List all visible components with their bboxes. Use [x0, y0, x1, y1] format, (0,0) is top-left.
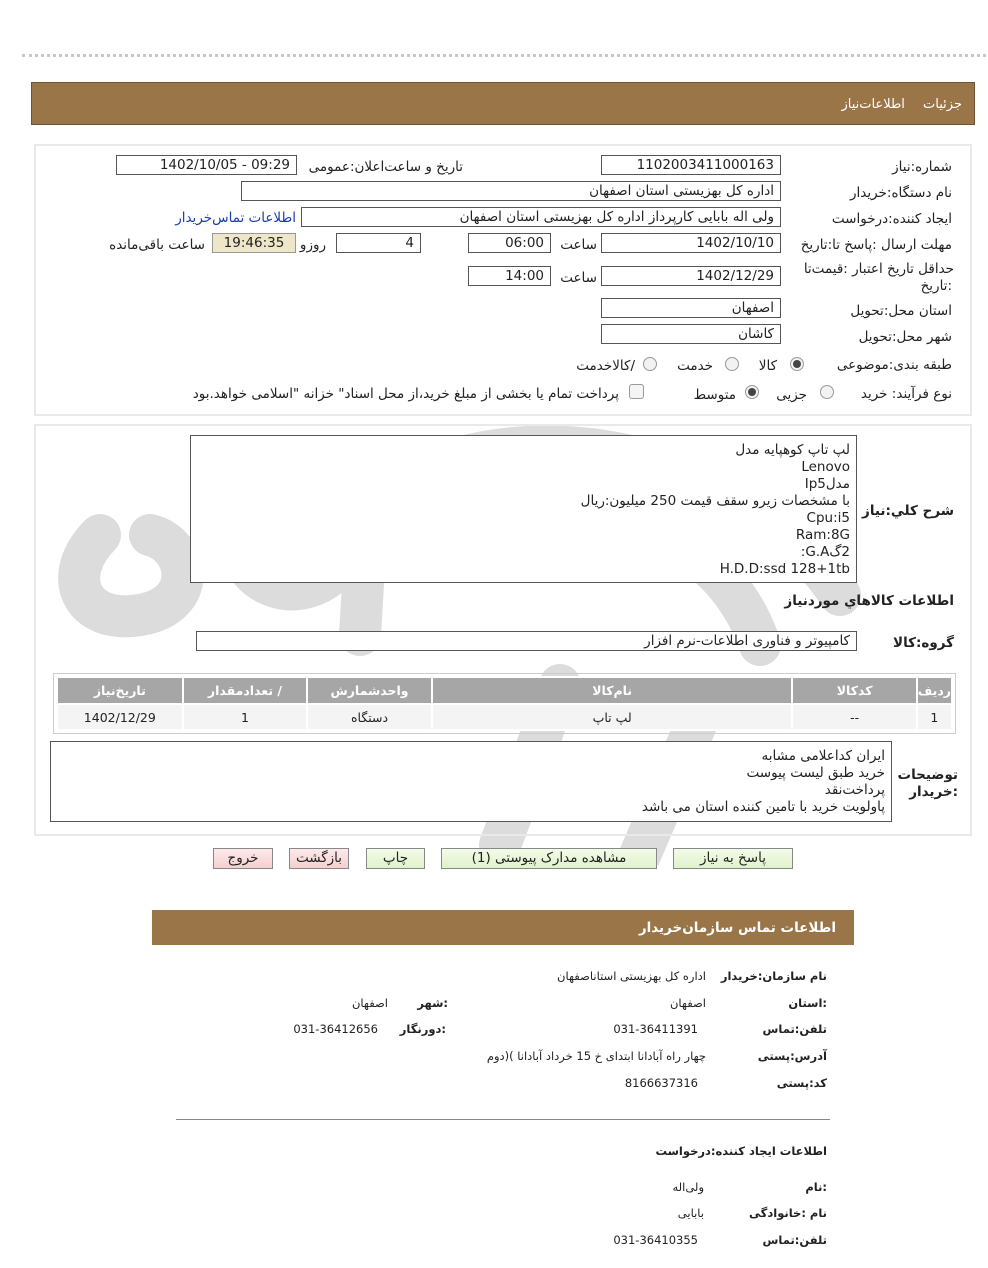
reply-time-label: ساعت: [560, 237, 597, 253]
col-row: ردیف: [917, 677, 952, 704]
goods-table-wrap: [53, 673, 956, 734]
buyer-note-line: ایران کداعلامی مشابه: [761, 748, 885, 764]
description-line: Cpu:i5: [806, 510, 850, 526]
creator-name-value: ولی‌اله: [672, 1180, 704, 1194]
creator-info-title: اطلاعات ایجاد کننده:درخواست: [655, 1144, 827, 1158]
contact-divider: [176, 1119, 830, 1120]
buyer-note-line: خرید طبق لیست پیوست: [746, 765, 885, 781]
contact-phone-label: تلفن:تماس: [762, 1022, 827, 1036]
reply-button[interactable]: پاسخ به نیاز: [673, 848, 793, 869]
cell-name: لپ تاپ: [432, 704, 793, 730]
address-label: آدرس:پستی: [757, 1049, 827, 1063]
reply-date-field: 1402/10/10: [601, 233, 781, 253]
description-line: لپ تاپ کوهپایه مدل: [735, 442, 850, 458]
buyer-label: نام دستگاه:خریدار: [849, 185, 952, 201]
creator-family-value: بابایی: [677, 1206, 704, 1220]
tab-details[interactable]: جزئیات: [923, 97, 962, 112]
description-label: شرح کلي:نياز: [862, 503, 954, 519]
postal-value: 8166637316: [624, 1076, 698, 1090]
contact-city-value: اصفهان: [351, 996, 388, 1010]
buyer-notes-box: [50, 741, 892, 822]
attachments-button[interactable]: مشاهده مدارک پیوستی (1): [441, 848, 657, 869]
validity-date-field: 1402/12/29: [601, 266, 781, 286]
goods-group-label: گروه:کالا: [893, 635, 954, 651]
category-service-radio[interactable]: [725, 357, 739, 371]
cell-date: 1402/12/29: [57, 704, 183, 730]
validity-label: حداقل تاریخ اعتبار :قیمت‌تا: [803, 261, 954, 277]
validity-time-field: 14:00: [468, 266, 551, 286]
back-button[interactable]: بازگشت: [289, 848, 349, 869]
contact-province-value: اصفهان: [669, 996, 706, 1010]
cell-code: --: [792, 704, 916, 730]
announce-label: تاریخ و ساعت‌اعلان:عمومی: [308, 159, 463, 175]
description-line: Ram:8G: [795, 527, 850, 543]
goods-group-field: کامپیوتر و فناوری اطلاعات-نرم افزار: [196, 631, 857, 651]
category-both-label: /کالاخدمت: [576, 358, 635, 374]
city-field: کاشان: [601, 324, 781, 344]
creator-label: ایجاد کننده:درخواست: [831, 211, 952, 227]
days-label: روزو: [299, 237, 326, 253]
exit-button[interactable]: خروج: [213, 848, 273, 869]
top-divider: [22, 54, 986, 57]
goods-section-title: اطلاعات کالاهاي مورد‌نياز: [784, 593, 954, 609]
contact-title: اطلاعات تماس سازمان‌خریدار: [638, 920, 836, 936]
postal-label: کد:پستی: [776, 1076, 827, 1090]
col-code: کدکالا: [792, 677, 916, 704]
cell-qty: 1: [183, 704, 308, 730]
validity-time-label: ساعت: [560, 270, 597, 286]
col-name: نام‌کالا: [432, 677, 793, 704]
contact-header: [152, 910, 854, 945]
description-line: H.D.D:ssd 128+1tb: [719, 561, 850, 577]
process-medium-radio[interactable]: [745, 385, 759, 399]
table-row: [57, 704, 952, 730]
province-field: اصفهان: [601, 298, 781, 318]
province-label: استان محل:تحویل: [850, 303, 952, 319]
remaining-timer: 19:46:35: [212, 233, 296, 253]
reply-time-field: 06:00: [468, 233, 551, 253]
category-both-radio[interactable]: [643, 357, 657, 371]
treasury-payment-label: پرداخت تمام یا بخشی از مبلغ خرید،از محل اسناد" خزانه "اسلامی خواهد.بود: [192, 386, 619, 402]
description-line: Lenovo: [801, 459, 850, 475]
days-field: 4: [336, 233, 421, 253]
creator-family-label: نام :خانوادگی: [749, 1206, 827, 1220]
category-service-label: خدمت: [677, 358, 713, 374]
tab-need-info[interactable]: اطلاعات‌نیاز: [841, 97, 905, 112]
cell-row: 1: [917, 704, 952, 730]
description-line: با مشخصات زیرو سقف قیمت 250 میلیون:ریال: [580, 493, 850, 509]
creator-phone-label: تلفن:تماس: [762, 1233, 827, 1247]
creator-phone-value: 031-36410355: [613, 1233, 698, 1247]
treasury-payment-checkbox[interactable]: [629, 384, 644, 399]
remaining-label: ساعت باقی‌مانده: [109, 237, 205, 253]
process-minor-label: جزیی: [776, 387, 807, 403]
category-label: طبقه بندی:موضوعی: [836, 357, 952, 373]
buyer-notes-label: توضیحات: [897, 767, 958, 783]
need-number-label: شماره:نیاز: [892, 159, 952, 175]
buyer-notes-label-2: :خریدار: [909, 784, 958, 800]
contact-city-label: :شهر: [417, 996, 448, 1010]
buyer-note-line: پرداخت‌نقد: [824, 782, 885, 798]
col-date: تاریخ‌نیاز: [57, 677, 183, 704]
description-box: [190, 435, 857, 583]
fax-label: :دورنگار: [399, 1022, 446, 1036]
header-bar: [31, 82, 975, 125]
category-goods-label: کالا: [758, 358, 777, 374]
cell-unit: دستگاه: [307, 704, 432, 730]
address-value: چهار راه آبادانا ابتدای خ 15 خرداد آبادانا )(دوم: [486, 1049, 706, 1063]
buyer-note-line: پاولویت خرید با تامین کننده استان می باشد: [641, 799, 885, 815]
validity-label-2: :تاریخ: [920, 278, 952, 294]
category-goods-radio[interactable]: [790, 357, 804, 371]
creator-name-label: :نام: [805, 1180, 827, 1194]
process-medium-label: متوسط: [693, 387, 736, 403]
contact-province-label: :استان: [788, 996, 827, 1010]
description-line: مدلIp5: [804, 476, 850, 492]
creator-field: ولی اله بابایی کارپرداز اداره کل بهزیستی استان اصفهان: [301, 207, 781, 227]
col-unit: واحدشمارش: [307, 677, 432, 704]
description-line: 2گG.A:: [800, 544, 850, 560]
org-label: نام سازمان:خریدار: [720, 969, 827, 983]
buyer-field: اداره کل بهزیستی استان اصفهان: [241, 181, 781, 201]
announce-field: 1402/10/05 - 09:29: [116, 155, 297, 175]
org-value: اداره کل بهزیستی استاناصفهان: [557, 969, 706, 983]
contact-phone-value: 031-36411391: [613, 1022, 698, 1036]
col-qty: / تعدادمقدار: [183, 677, 308, 704]
process-label: نوع فرآیند: خرید: [860, 386, 952, 402]
fax-value: 031-36412656: [293, 1022, 378, 1036]
buyer-contact-link[interactable]: اطلاعات تماس‌خریدار: [175, 210, 296, 226]
process-minor-radio[interactable]: [820, 385, 834, 399]
goods-table: [56, 676, 953, 731]
need-number-field: 1102003411000163: [601, 155, 781, 175]
reply-deadline-label: مهلت ارسال :پاسخ تا:تاریخ: [800, 237, 952, 253]
print-button[interactable]: چاپ: [366, 848, 425, 869]
city-label: شهر محل:تحویل: [858, 329, 952, 345]
